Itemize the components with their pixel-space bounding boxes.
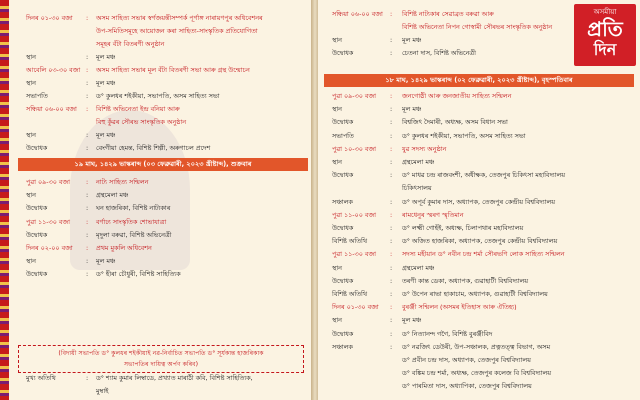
colon-separator: : <box>390 224 393 232</box>
colon-separator: : <box>86 230 89 239</box>
schedule-value: বিশ্বজিৎ দৈমাৰী, অধ্যক্ষ, অসম বিধান সভা <box>402 118 508 127</box>
schedule-time-label: পুৱা ১০-৩০ বজা <box>332 144 377 153</box>
schedule-value: গ্ৰন্থমেলা মঞ্চ <box>96 191 129 200</box>
colon-separator: : <box>390 250 393 259</box>
colon-separator: : <box>390 36 393 44</box>
colon-separator: : <box>390 210 393 219</box>
colon-separator: : <box>86 178 89 186</box>
schedule-time-label: স্থান <box>26 79 36 87</box>
schedule-value: বেংগীয়া হেমন্ত, বিশিষ্ট শিল্পী, অৰুণাচল প্ৰদেশ <box>96 144 211 152</box>
schedule-time-label: উদ্বোধক <box>332 276 354 285</box>
schedule-value: প্ৰথম মুকলি অধিবেশন <box>96 244 152 252</box>
colon-separator: : <box>390 276 393 285</box>
schedule-time-label: স্থান <box>332 36 342 44</box>
schedule-value: যুৱ সদস্য অনুষ্ঠান <box>402 144 447 153</box>
schedule-time-label: সভাপতি <box>26 92 48 100</box>
schedule-value: ৰামধেনুৰ স্মৰণ স্মৃতিমান <box>402 210 464 219</box>
schedule-value: ড° কুলধৰ শইকীয়া, সভাপতি, অসম সাহিত্য সভা <box>402 131 526 140</box>
colon-separator: : <box>390 237 393 246</box>
schedule-time-label: স্থান <box>26 191 36 200</box>
colon-separator: : <box>86 66 89 74</box>
schedule-value: বিশিষ্ট অভিনেতা নিপন গোস্বামী সৌৰভৰ সাংস্কৃতিক অনুষ্ঠান <box>402 23 553 31</box>
schedule-value: ড° শ্যাম কুমাৰ লিম্বাডে, প্ৰখ্যাত মাৰাঠী কবি, বিশিষ্ট সাহিত্যিক, <box>96 374 253 382</box>
schedule-time-label: উদ্বোধক <box>332 118 354 127</box>
colon-separator: : <box>86 131 89 139</box>
schedule-value: চিকিৎসালয় <box>402 184 432 193</box>
colon-separator: : <box>390 92 393 100</box>
schedule-time-label: স্থান <box>26 257 36 266</box>
schedule-time-label: পুৱা ১১-৩০ বজা <box>26 217 71 226</box>
schedule-value: ড° পাৰমিতা দাস, অধ্যাপিকা, তেজপুৰ বিশ্ববিদ্যালয় <box>402 382 532 391</box>
schedule-time-label: দিনৰ ০১-৩০ বজা <box>26 14 73 22</box>
schedule-time-label: মুখ্য অতিথি <box>26 374 56 382</box>
schedule-value: বিশিষ্ট অভিনেতা ইন্দ্ৰ বনিয়া আৰু <box>96 105 180 113</box>
colon-separator: : <box>86 14 89 22</box>
schedule-time-label: বিশিষ্ট অতিথি <box>332 237 367 246</box>
colon-separator: : <box>86 244 89 252</box>
colon-separator: : <box>390 171 393 180</box>
schedule-time-label: সঞ্চালক <box>332 197 353 206</box>
schedule-time-label: পুৱা ০৯-৩০ বজা <box>26 178 71 186</box>
schedule-time-label: সভাপতি <box>332 131 354 140</box>
schedule-value: মূল মঞ্চ <box>402 105 422 114</box>
schedule-time-label: স্থান <box>332 316 342 325</box>
schedule-time-label: স্থান <box>332 105 342 114</box>
schedule-value: গ্ৰন্থমেলা মঞ্চ <box>402 158 435 166</box>
schedule-time-label: সঞ্চালক <box>332 342 353 351</box>
colon-separator: : <box>390 118 393 127</box>
schedule-value: ড° অজিত হাজৰিকা, অধ্যাপক, তেজপুৰ কেন্দ্ৰীয় বিশ্ববিদ্যালয় <box>402 237 558 246</box>
schedule-time-label: উদ্বোধক <box>332 49 354 57</box>
schedule-time-label: উদ্বোধক <box>26 230 48 239</box>
schedule-value: জনগোষ্ঠী আৰু জনজাতীয় সাহিত্য সন্মিলন <box>402 92 512 100</box>
schedule-time-label: উদ্বোধক <box>332 224 354 232</box>
schedule-value: ড° বঙ্কিম চন্দ্ৰ শৰ্মা, অধ্যক্ষ, তেজপুৰ কলেজ বি বিশ্ববিদ্যালয় <box>402 369 552 378</box>
right-page <box>318 0 640 400</box>
schedule-value: সদস্য মহীয়ান ড° নবীন চন্দ্ৰ শৰ্মা সৌৰভণি লোক সাহিত্য সন্মিলন <box>402 250 565 259</box>
schedule-value: অসম সাহিত্য সভাৰ মূল বঁটা বিতৰণী সভা আৰু গ্ৰন্থ উন্মোচন <box>96 66 250 74</box>
colon-separator: : <box>390 342 393 351</box>
schedule-time-label: উদ্বোধক <box>332 171 354 180</box>
note-box <box>18 345 304 373</box>
colon-separator: : <box>86 79 89 87</box>
colon-separator: : <box>390 303 393 312</box>
schedule-value: মূল মঞ্চ <box>402 316 422 325</box>
newspaper-logo <box>574 4 636 66</box>
colon-separator: : <box>86 105 89 113</box>
schedule-time-label: স্থান <box>26 53 36 61</box>
schedule-time-label: উদ্বোধক <box>26 144 48 152</box>
colon-separator: : <box>390 144 393 153</box>
schedule-time-label: স্থান <box>26 131 36 139</box>
schedule-value: ড° উপেন ৰাভা হাকাচাম, অধ্যাপক, গুৱাহাটী বিশ্ববিদ্যালয় <box>402 290 548 298</box>
colon-separator: : <box>86 53 89 61</box>
schedule-value: বিশিষ্ট নাট্যকাৰ সেৱাব্ৰত বৰুৱা আৰু <box>402 10 494 18</box>
schedule-time-label: পুৱা ০৯-৩০ বজা <box>332 92 377 100</box>
schedule-value: বৰ্ণাঢ্য সাংস্কৃতিক শোভাযাত্ৰা <box>96 217 167 226</box>
day-header-bar: ১৮ মাঘ, ১৪২৯ ভাস্কৰাব্দ (০২ ফেব্ৰুৱাৰী, ২০২৩ খ্ৰীষ্টাব্দ), বৃহস্পতিবাৰ <box>324 74 634 87</box>
schedule-value: অসম সাহিত্য সভাৰ স্বৰ্ণজয়ন্তীসম্পৰ্ক পূৰ্ণাঙ্গ নাৰায়ণপুৰ অধিবেশনৰ <box>96 14 263 22</box>
schedule-time-label: উদ্বোধক <box>332 329 354 338</box>
schedule-value: ড° কুলধৰ শইকীয়া, সভাপতি, অসম সাহিত্য সভা <box>96 92 220 100</box>
colon-separator: : <box>390 158 393 166</box>
schedule-time-label: বিশিষ্ট অতিথি <box>332 290 367 298</box>
schedule-value: মূল মঞ্চ <box>96 79 116 87</box>
schedule-value: উপ-সমিতিসমূহে আয়োজন কৰা সাহিত্য-সাংস্কৃতিক প্ৰতিযোগিতা <box>96 27 258 35</box>
note-line: (বিদায়ী সভাপতি ড° কুলধৰ শইকীয়াই নৱ-নিৰ্বাচিত সভাপতি ড° সূৰ্যকান্ত হাজৰিকাক <box>58 350 264 357</box>
colon-separator: : <box>390 290 393 298</box>
colon-separator: : <box>390 329 393 338</box>
schedule-value: ড° অপূৰ্ব কুমাৰ দাস, অধ্যাপক, তেজপুৰ কেন্দ্ৰীয় বিশ্ববিদ্যালয় <box>402 197 556 206</box>
colon-separator: : <box>390 49 393 57</box>
schedule-value: বুৰঞ্জী সন্মিলন (অসমৰ ইতিহাস আৰু ঐতিহ্য) <box>402 303 517 312</box>
day-header-bar: ১৯ মাঘ, ১৪২৯ ভাস্কৰাব্দ (০৩ ফেব্ৰুৱাৰী, ২০২৩ খ্ৰীষ্টাব্দ), শুক্ৰবাৰ <box>18 158 308 171</box>
logo-line2: দিন <box>593 40 617 59</box>
colon-separator: : <box>390 263 393 272</box>
colon-separator: : <box>86 204 89 213</box>
schedule-value: ড° লক্ষ্মী গোহঁই, অধ্যক্ষ, চিলাপথাৰ মহাবিদ্যালয় <box>402 224 524 232</box>
schedule-value: মূল মঞ্চ <box>96 53 116 61</box>
schedule-time-label: দিনৰ ০২-০০ বজা <box>26 244 73 252</box>
schedule-value: নাট্য সাহিত্য সন্মিলন <box>96 178 149 186</box>
schedule-time-label: স্থান <box>332 263 342 272</box>
schedule-value: মূল মঞ্চ <box>96 257 116 266</box>
logo-top-text: অসমীয়া <box>593 8 617 16</box>
schedule-value: ড° নিত্যানন্দ গগৈ, বিশিষ্ট বুৰঞ্জীবিদ <box>402 329 493 338</box>
colon-separator: : <box>390 10 393 18</box>
schedule-value: ড° নৱজিৎ ডেউৰী, উপ-সঞ্চালক, প্ৰত্নতত্ত্ব বিভাগ, অসম <box>402 342 550 351</box>
schedule-time-label: স্থান <box>332 158 342 166</box>
colon-separator: : <box>86 191 89 200</box>
colon-separator: : <box>86 257 89 266</box>
schedule-value: মূল মঞ্চ <box>402 36 422 44</box>
schedule-value: মূল মঞ্চ <box>96 131 116 139</box>
schedule-value: ড° প্ৰবীন চন্দ্ৰ দাস, অধ্যাপক, তেজপুৰ বিশ্ববিদ্যালয় <box>402 356 531 364</box>
schedule-time-label: সন্ধিয়া ০৬-০০ বজা <box>332 10 383 18</box>
logo-line1: প্ৰতি <box>587 17 623 41</box>
colon-separator: : <box>86 217 89 226</box>
schedule-time-label: দিনৰ ০১-৩০ বজা <box>332 303 379 312</box>
schedule-time-label: পুৱা ১১-০০ বজা <box>332 210 377 219</box>
colon-separator: : <box>86 144 89 152</box>
schedule-value: মৃদুলা বৰুৱা, বিশিষ্ট অভিনেত্ৰী <box>96 230 172 239</box>
colon-separator: : <box>390 131 393 140</box>
colon-separator: : <box>86 92 89 100</box>
schedule-value: বিহু কুঁৱৰ সৌৰভ সাংস্কৃতিক অনুষ্ঠান <box>96 118 187 126</box>
schedule-value: সমূহৰ বঁটা বিতৰণী অনুষ্ঠান <box>96 40 165 48</box>
schedule-time-label: উদ্বোধক <box>26 270 48 279</box>
schedule-time-label: উদ্বোধক <box>26 204 48 213</box>
colon-separator: : <box>390 197 393 206</box>
schedule-time-label: পুৱা ১১-৩০ বজা <box>332 250 377 259</box>
note-line: সভাপতিৰ দায়িত্ব অৰ্পণ কৰিব) <box>123 361 199 368</box>
schedule-value: ঘন হাজৰিকা, বিশিষ্ট নাট্যকাৰ <box>96 204 171 213</box>
decorative-border <box>0 0 9 400</box>
schedule-time-label: সন্ধিয়া ০৬-০০ বজা <box>26 105 77 113</box>
colon-separator: : <box>390 105 393 114</box>
schedule-time-label: আবেলি ০৩-৩০ বজা <box>26 66 81 74</box>
schedule-value: ড° মাধৱ চন্দ্ৰ ৰাজবংশী, অধীক্ষক, তেজপুৰ চিকিৎসা মহাবিদ্যালয় <box>402 171 566 180</box>
schedule-value: তৰণী কান্ত ডেকা, অধ্যাপক, গুৱাহাটী বিশ্ববিদ্যালয় <box>402 276 529 285</box>
colon-separator: : <box>390 316 393 325</box>
colon-separator: : <box>86 270 89 279</box>
schedule-value: চেতনা দাস, বিশিষ্ট অভিনেত্ৰী <box>402 49 476 57</box>
schedule-value: মুম্বাই <box>96 387 109 395</box>
left-page <box>0 0 312 400</box>
colon-separator: : <box>86 374 89 382</box>
schedule-value: গ্ৰন্থমেলা মঞ্চ <box>402 263 435 272</box>
schedule-value: ড° হীৰা চৌধুৰী, বিশিষ্ট সাহিত্যিক <box>96 270 181 279</box>
